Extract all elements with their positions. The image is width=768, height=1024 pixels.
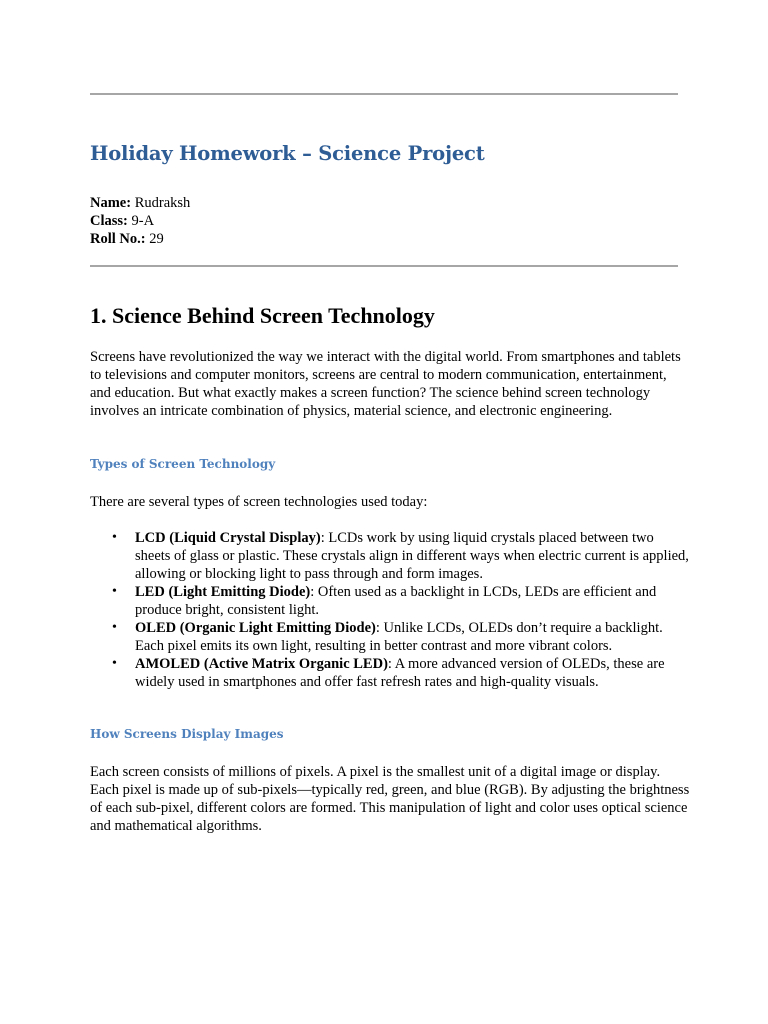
info-value: 29	[145, 231, 164, 247]
section-divider	[90, 265, 678, 267]
list-item	[90, 619, 690, 655]
bullet: •	[112, 584, 117, 599]
bullet: •	[112, 656, 117, 671]
top-divider	[90, 93, 678, 95]
list-item	[90, 655, 690, 691]
list-item-term: LCD (Liquid Crystal Display)	[135, 530, 321, 546]
info-value: Rudraksh	[131, 195, 191, 211]
bullet: •	[112, 620, 117, 635]
list-item-desc: : LCDs work by using liquid crystals placed between two sheets of glass or plastic. These crystals align in different ways when electric current is applied, allowing or blocking light to pass through and form images.	[135, 530, 689, 582]
info-label: Class:	[90, 213, 128, 229]
student-info	[90, 194, 190, 248]
info-name-row	[90, 194, 190, 212]
info-label: Roll No.:	[90, 231, 146, 247]
intro-paragraph: Screens have revolutionized the way we interact with the digital world. From smartphones and tablets to televisions and computer monitors, screens are central to modern communication, entertainment, and education. But what exactly makes a screen function? The science behind screen technology involves an intricate combination of physics, material science, and electronic engineering.	[90, 349, 681, 419]
subheading-types: Types of Screen Technology	[90, 457, 276, 471]
subheading-display: How Screens Display Images	[90, 727, 284, 741]
list-item-term: OLED (Organic Light Emitting Diode)	[135, 620, 376, 636]
display-paragraph: Each screen consists of millions of pixels. A pixel is the smallest unit of a digital image or display. Each pixel is made up of sub-pixels—typically red, green, and blue (RGB). By adjusting the brightness of each sub-pixel, different colors are formed. This manipulation of light and color uses optical science and mathematical algorithms.	[90, 764, 690, 834]
list-item-desc: : Unlike LCDs, OLEDs don’t require a backlight. Each pixel emits its own light, resulting in better contrast and more vibrant colors.	[135, 620, 663, 654]
screen-types-list	[90, 529, 690, 691]
document-title: Holiday Homework – Science Project	[90, 142, 485, 165]
list-item-term: LED (Light Emitting Diode)	[135, 584, 311, 600]
list-item-desc: : Often used as a backlight in LCDs, LEDs are efficient and produce bright, consistent light.	[135, 584, 657, 618]
section-heading: 1. Science Behind Screen Technology	[90, 303, 435, 328]
info-label: Name:	[90, 195, 132, 211]
list-item-desc: : A more advanced version of OLEDs, these are widely used in smartphones and offer fast refresh rates and high-quality visuals.	[135, 656, 665, 690]
info-class-row	[90, 212, 190, 230]
bullet: •	[112, 530, 117, 545]
list-item	[90, 529, 690, 583]
types-intro-paragraph: There are several types of screen technologies used today:	[90, 494, 428, 510]
list-item-term: AMOLED (Active Matrix Organic LED)	[135, 656, 388, 672]
list-item	[90, 583, 690, 619]
info-value: 9-A	[127, 213, 155, 229]
info-roll-row	[90, 230, 190, 248]
